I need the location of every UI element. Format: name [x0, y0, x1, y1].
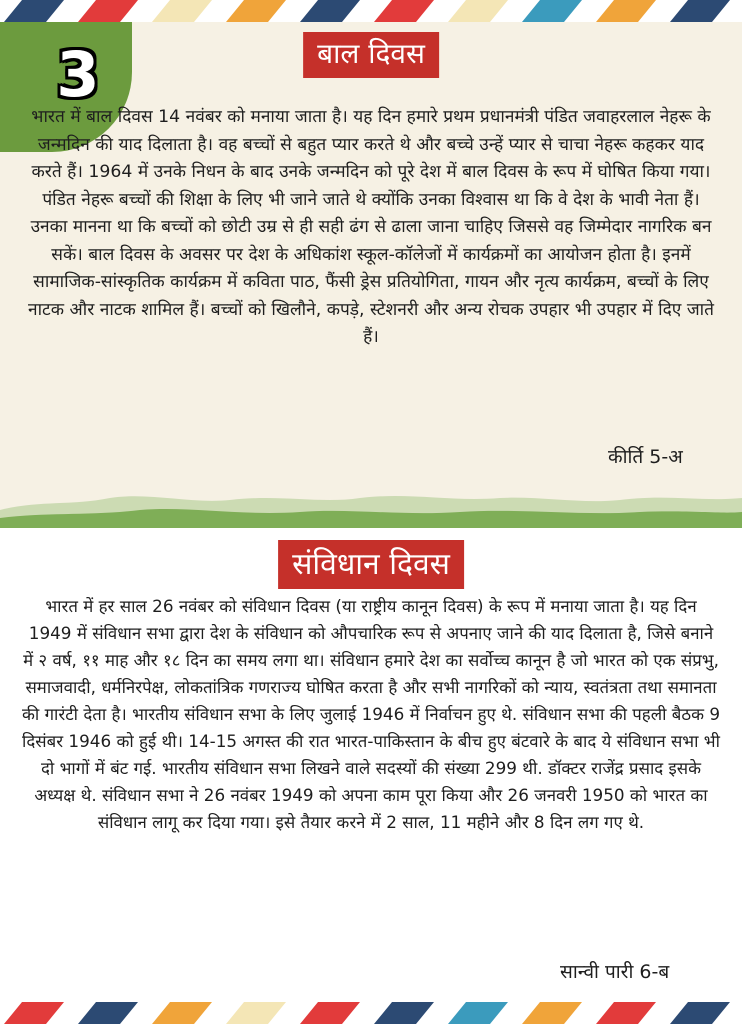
samvidhan-diwas-body: भारत में हर साल 26 नवंबर को संविधान दिवस (या राष्ट्रीय कानून दिवस) के रूप में मनाया जाता है। यह दिन 1949 में संविधान सभा द्वारा देश के संविधान को औपचारिक रूप से अपनाए जाने की याद दिलाता है, जिसे बनाने में २ वर्ष, ११ माह और १८ दिन का समय लगा था। संविधान हमारे देश का सर्वोच्च कानून है जो भारत को एक संप्रभु, समाजवादी, धर्मनिरपेक्ष, लोकतांत्रिक गणराज्य घोषित करता है और सभी नागरिकों को न्याय, स्वतंत्रता तथा समानता की गारंटी देता है। भारतीय संविधान सभा के लिए जुलाई 1946 में निर्वाचन हुए थे. संविधान सभा की पहली बैठक 9 दिसंबर 1946 को हुई थी। 14-15 अगस्त की रात भारत-पाकिस्तान के बीच हुए बंटवारे के बाद ये संविधान सभा भी दो भागों में बंट गई. भारतीय संविधान सभा लिखने वाले सदस्यों की संख्या 299 थी. डॉक्टर राजेंद्र प्रसाद इसके अध्यक्ष थे. संविधान सभा ने 26 नवंबर 1949 को अपना काम पूरा किया और 26 जनवरी 1950 को भारत का संविधान लागू कर दिया गया। इसे तैयार करने में 2 साल, 11 महीने और 8 दिन लग गए थे.	[22, 596, 721, 832]
bal-diwas-body: भारत में बाल दिवस 14 नवंबर को मनाया जाता है। यह दिन हमारे प्रथम प्रधानमंत्री पंडित जवाहरलाल नेहरू के जन्मदिन की याद दिलाता है। वह बच्चों से बहुत प्यार करते थे और बच्चे उन्हें प्यार से चाचा नेहरू कहकर याद करते हैं। 1964 में उनके निधन के बाद उनके जन्मदिन को पूरे देश में बाल दिवस के रूप में घोषित किया गया। पंडित नेहरू बच्चों की शिक्षा के लिए भी जाने जाते थे क्योंकि उनका विश्वास था कि वे देश के भावी नेता हैं। उनका मानना था कि बच्चों को छोटी उम्र से ही सही ढंग से ढाला जाना चाहिए जिससे वह जिम्मेदार नागरिक बन सकें। बाल दिवस के अवसर पर देश के अधिकांश स्कूल-कॉलेजों में कार्यक्रमों का आयोजन होता है। इनमें सामाजिक-सांस्कृतिक कार्यक्रम में कविता पाठ, फैंसी ड्रेस प्रतियोगिता, गायन और नृत्य कार्यक्रम, बच्चों के लिए नाटक और नाटक शामिल हैं। बच्चों को खिलौने, कपड़े, स्टेशनरी और अन्य रोचक उपहार भी उपहार में दिए जाते हैं।	[27, 107, 714, 347]
grass-decoration	[0, 470, 742, 534]
bottom-stripe-border	[0, 1002, 742, 1024]
bal-diwas-author: कीर्ति 5-अ	[608, 446, 683, 468]
samvidhan-diwas-author: सान्वी पारी 6-ब	[560, 961, 670, 983]
top-stripe-border	[0, 0, 742, 22]
bal-diwas-title: बाल दिवस	[303, 32, 439, 78]
page-number: 3	[56, 38, 100, 111]
samvidhan-diwas-title: संविधान दिवस	[278, 540, 464, 589]
